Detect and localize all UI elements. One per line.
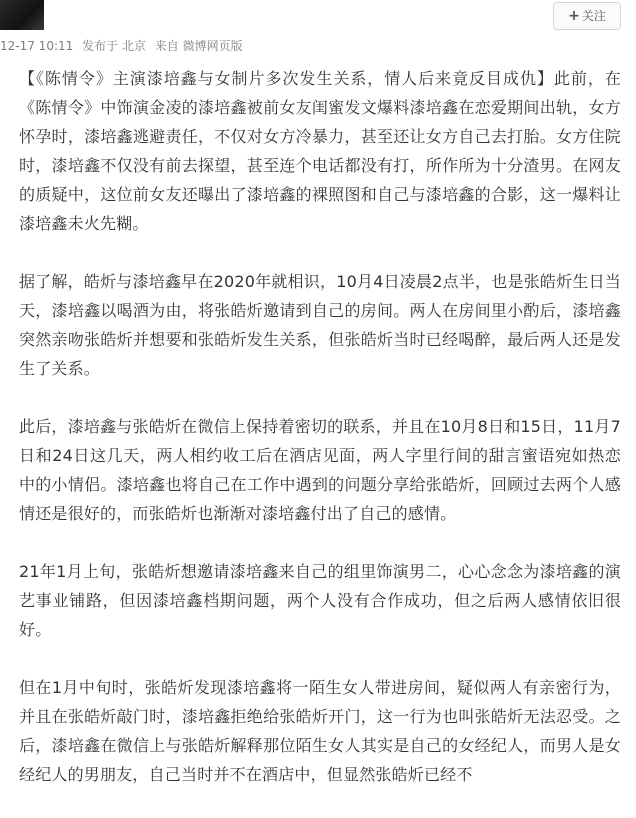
- post-paragraph-1: 【《陈情令》主演漆培鑫与女制片多次发生关系，情人后来竟反目成仇】此前，在《陈情令》中饰演金凌的漆培鑫被前女友闺蜜发文爆料漆培鑫在恋爱期间出轨，女方怀孕时，漆培鑫逃避责任，不仅对女方冷暴力，甚至还让女方自己去打胎。女方住院时，漆培鑫不仅没有前去探望，甚至连个电话都没有打，所作所为十分渣男。在网友的质疑中，这位前女友还曝出了漆培鑫的裸照图和自己与漆培鑫的合影，这一爆料让漆培鑫未火先糊。: [19, 69, 621, 233]
- post-meta: [0, 37, 248, 55]
- follow-button-label: 关注: [581, 9, 606, 23]
- plus-icon: +: [568, 8, 580, 24]
- post-paragraph-4: 21年1月上旬，张皓炘想邀请漆培鑫来自己的组里饰演男二，心心念念为漆培鑫的演艺事业铺路，但因漆培鑫档期问题，两个人没有合作成功，但之后两人感情依旧很好。: [19, 562, 621, 639]
- post-content: [19, 64, 621, 818]
- post-source[interactable]: 来自 微博网页版: [154, 39, 243, 53]
- post-location: 发布于 北京: [82, 39, 146, 53]
- post-paragraph-5: 但在1月中旬时，张皓炘发现漆培鑫将一陌生女人带进房间，疑似两人有亲密行为，并且在张皓炘敲门时，漆培鑫拒绝给张皓炘开门，这一行为也叫张皓炘无法忍受。之后，漆培鑫在微信上与张皓炘解释那位陌生女人其实是自己的女经纪人，而男人是女经纪人的男朋友，自己当时并不在酒店中，但显然张皓炘已经不: [19, 678, 621, 784]
- follow-button[interactable]: [553, 2, 621, 30]
- post-paragraph-3: 此后，漆培鑫与张皓炘在微信上保持着密切的联系，并且在10月8日和15日，11月7日和24日这几天，两人相约收工后在酒店见面，两人字里行间的甜言蜜语宛如热恋中的小情侣。漆培鑫也将自己在工作中遇到的问题分享给张皓炘，回顾过去两个人感情还是很好的，而张皓炘也渐渐对漆培鑫付出了自己的感情。: [19, 417, 621, 523]
- post-time[interactable]: 12-17 10:11: [0, 39, 74, 53]
- avatar[interactable]: [0, 0, 44, 30]
- post-paragraph-2: 据了解，皓炘与漆培鑫早在2020年就相识，10月4日凌晨2点半，也是张皓炘生日当天，漆培鑫以喝酒为由，将张皓炘邀请到自己的房间。两人在房间里小酌后，漆培鑫突然亲吻张皓炘并想要和张皓炘发生关系，但张皓炘当时已经喝醉，最后两人还是发生了关系。: [19, 272, 621, 378]
